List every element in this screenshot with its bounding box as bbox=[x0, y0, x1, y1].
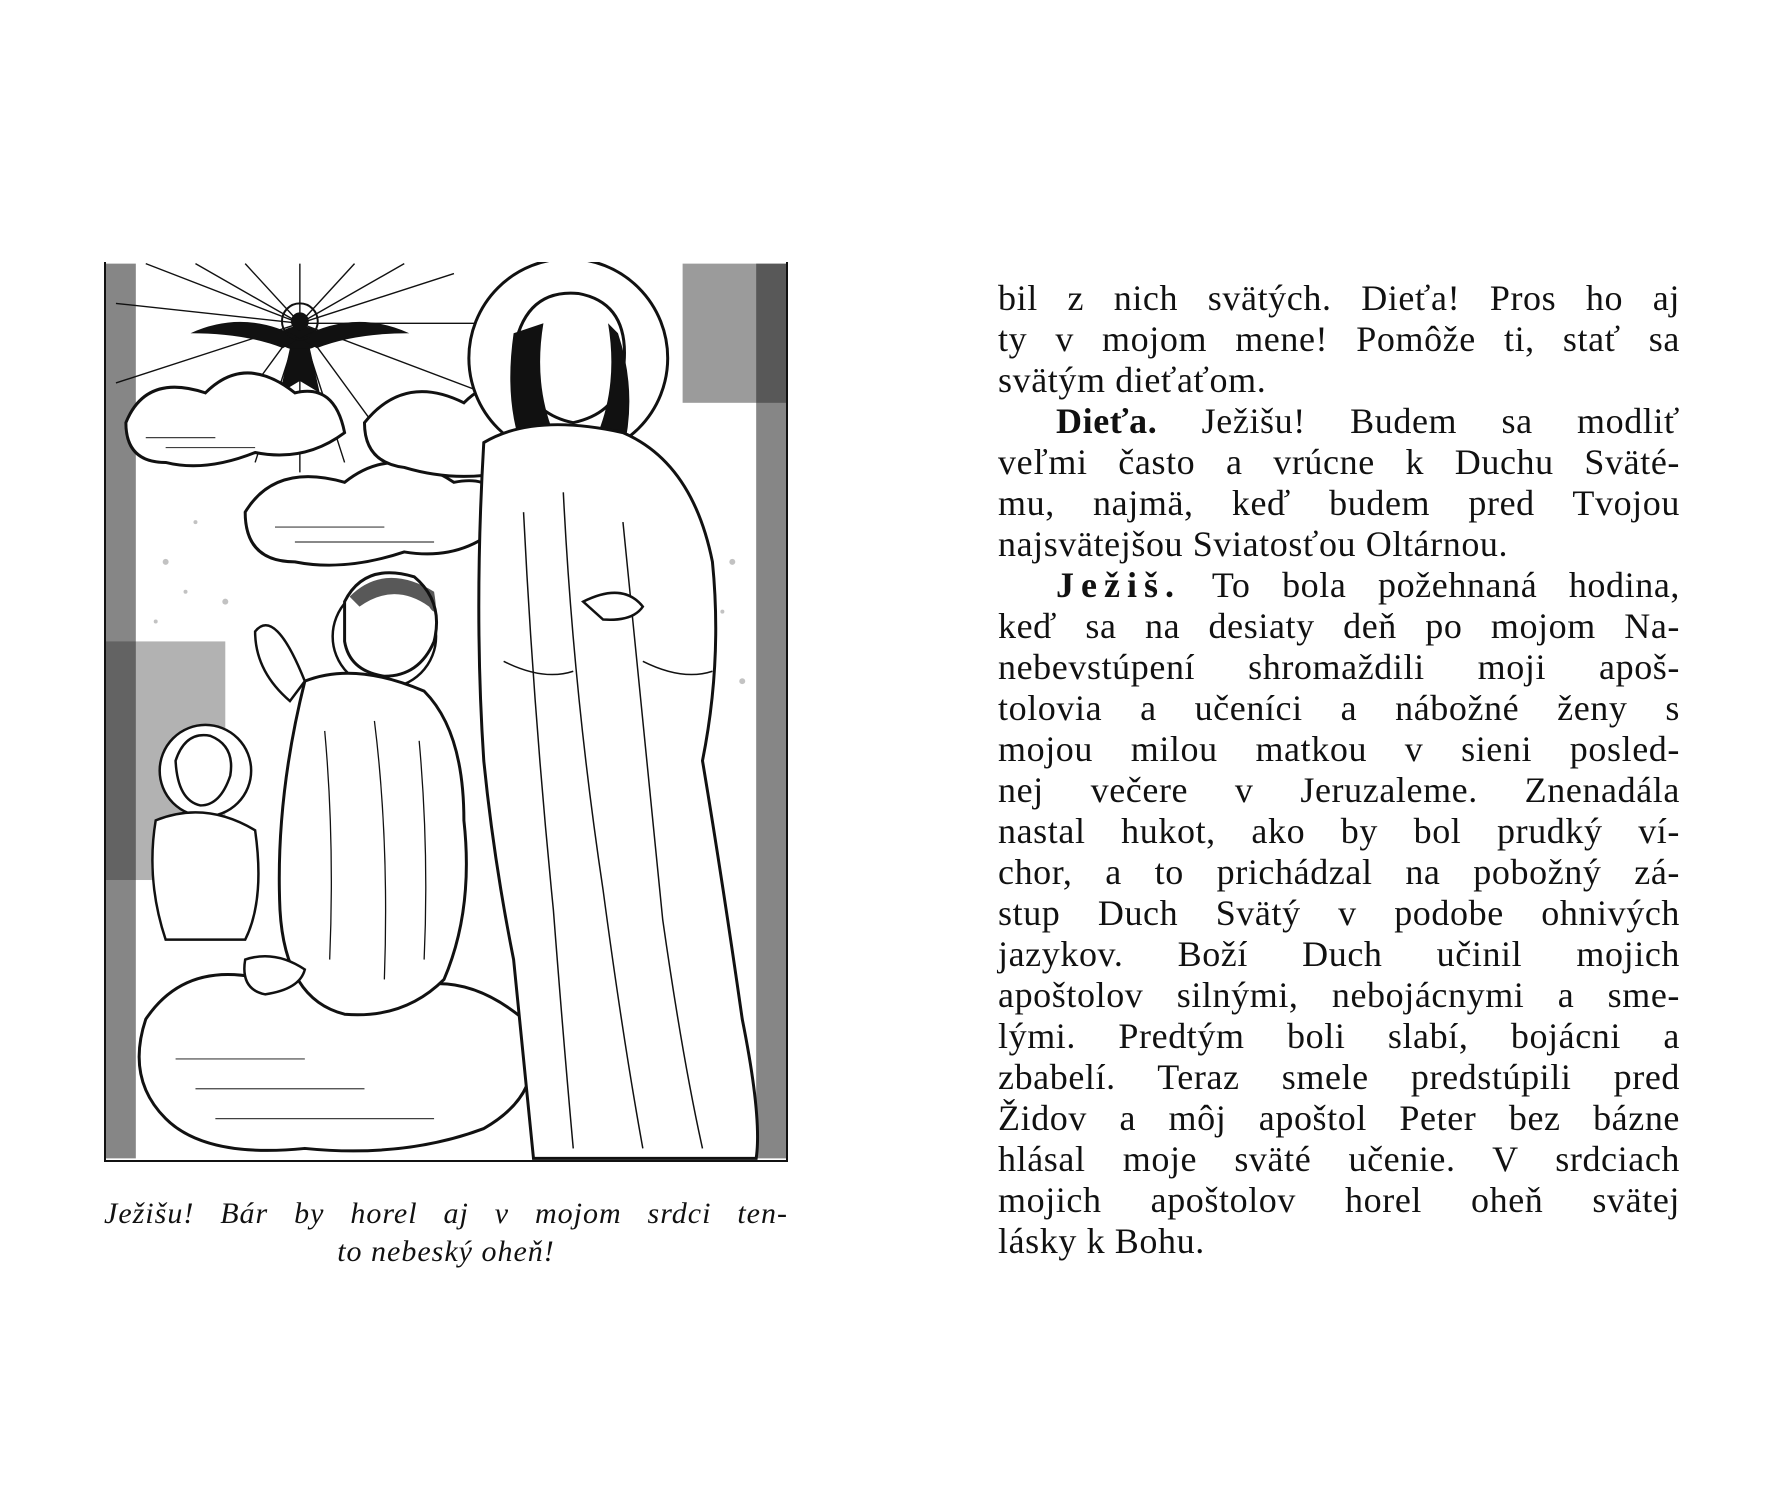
caption-line-1: Ježišu! Bár by horel aj v mojom srdci ten- bbox=[104, 1197, 788, 1230]
text-line: svätým dieťaťom. bbox=[998, 360, 1267, 400]
text-line: Židov a môj apoštol Peter bez bázne bbox=[998, 1098, 1680, 1138]
text-line: hlásal moje sväté učenie. V srdciach bbox=[998, 1139, 1680, 1179]
speaker-label-jesus: Ježiš. bbox=[1056, 565, 1181, 605]
text-line: lými. Predtým boli slabí, bojácni a bbox=[998, 1016, 1680, 1056]
text-line: nastal hukot, ako by bol prudký ví- bbox=[998, 811, 1680, 851]
text-line: bil z nich svätých. Dieťa! Pros ho aj bbox=[998, 278, 1680, 318]
text-line: apoštolov silnými, nebojácnymi a sme- bbox=[998, 975, 1680, 1015]
text-line: mu, najmä, keď budem pred Tvojou bbox=[998, 483, 1680, 523]
speaker-line-jesus bbox=[998, 565, 1680, 606]
engraving-icon bbox=[106, 262, 786, 1160]
text-line: nebevstúpení shromaždili moji apoš- bbox=[998, 647, 1680, 687]
text-line: stup Duch Svätý v podobe ohnivých bbox=[998, 893, 1680, 933]
text-line: tolovia a učeníci a nábožné ženy s bbox=[998, 688, 1680, 728]
text-line: veľmi často a vrúcne k Duchu Sväté- bbox=[998, 442, 1680, 482]
religious-illustration bbox=[104, 262, 788, 1162]
text-fragment: Ježišu! Budem sa modliť bbox=[1201, 401, 1680, 441]
text-line: chor, a to prichádzal na pobožný zá- bbox=[998, 852, 1680, 892]
text-line: keď sa na desiaty deň po mojom Na- bbox=[998, 606, 1680, 646]
text-line: mojou milou matkou v sieni posled- bbox=[998, 729, 1680, 769]
text-line: mojich apoštolov horel oheň svätej bbox=[998, 1180, 1680, 1220]
text-line: lásky k Bohu. bbox=[998, 1221, 1205, 1261]
text-line: jazykov. Boží Duch učinil mojich bbox=[998, 934, 1680, 974]
text-fragment: To bola požehnaná hodina, bbox=[1211, 565, 1680, 605]
caption-line-2: to nebeský oheň! bbox=[337, 1235, 555, 1268]
speaker-line-child bbox=[998, 401, 1680, 442]
illustration-caption bbox=[104, 1195, 788, 1271]
text-line: zbabelí. Teraz smele predstúpili pred bbox=[998, 1057, 1680, 1097]
text-line: ty v mojom mene! Pomôže ti, stať sa bbox=[998, 319, 1680, 359]
text-line: najsvätejšou Sviatosťou Oltárnou. bbox=[998, 524, 1509, 564]
text-line: nej večere v Jeruzaleme. Znenadála bbox=[998, 770, 1680, 810]
text-column bbox=[998, 278, 1680, 1262]
speaker-label-child: Dieťa. bbox=[1056, 401, 1158, 441]
